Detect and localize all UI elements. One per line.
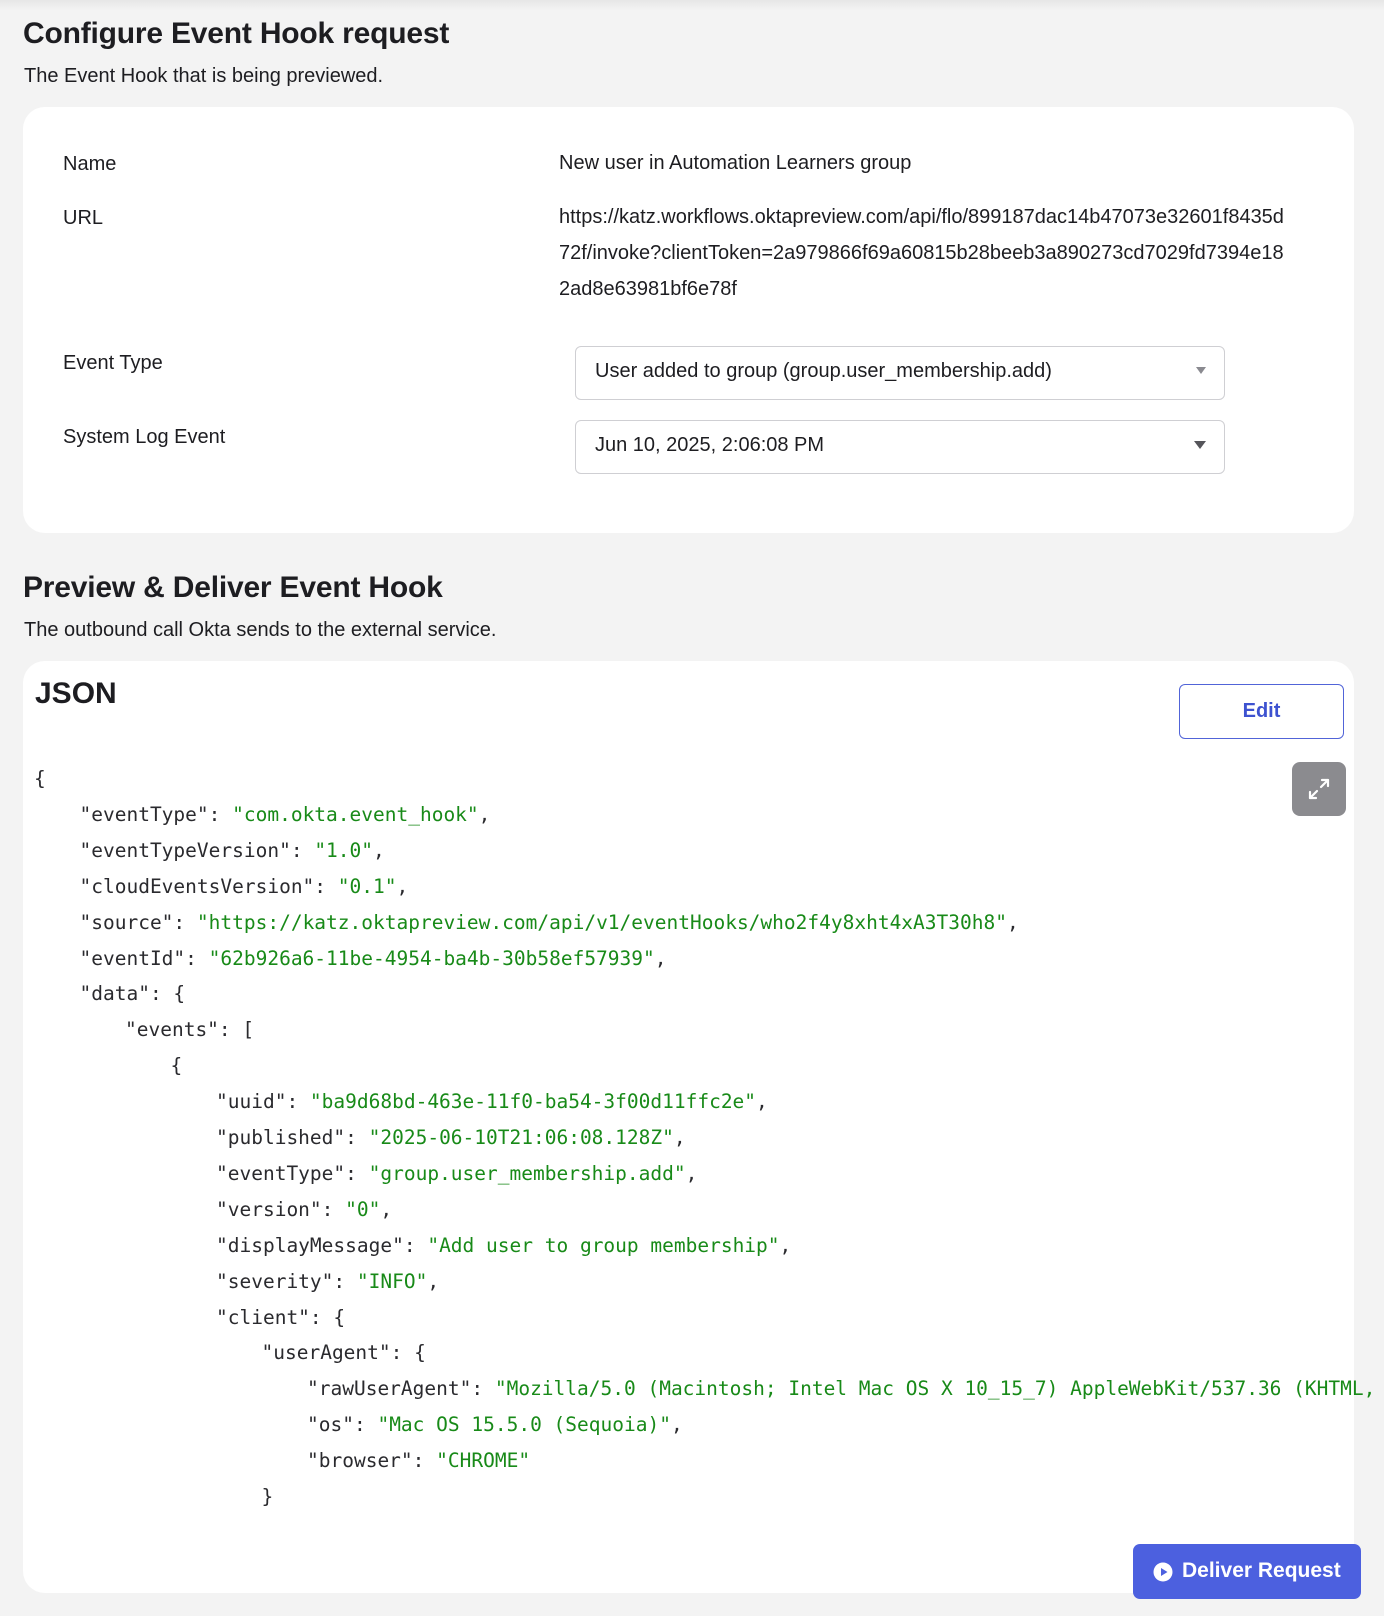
top-shadow [0, 0, 1384, 10]
name-value: New user in Automation Learners group [559, 152, 912, 174]
json-key-text: "browser": [307, 1449, 437, 1473]
json-title: JSON [35, 677, 117, 710]
json-code-line [262, 1485, 274, 1508]
json-code-line [80, 839, 385, 862]
json-key-text: "events": [ [125, 1018, 255, 1042]
json-key-text: "cloudEventsVersion": [79, 874, 338, 898]
json-key-text: "userAgent": { [261, 1341, 426, 1365]
json-code-line [80, 875, 409, 898]
json-key-text: "client": { [216, 1305, 346, 1329]
json-punctuation: , [373, 838, 385, 862]
json-key-text: "version": [216, 1197, 346, 1221]
play-circle-icon [1153, 1562, 1173, 1582]
json-code-line [216, 1126, 686, 1149]
deliver-request-label: Deliver Request [1182, 1559, 1341, 1582]
json-key-text: "data": { [79, 982, 186, 1006]
json-key-text: "published": [216, 1126, 369, 1149]
json-code-line [216, 1306, 345, 1329]
json-code-line [216, 1162, 697, 1185]
json-punctuation: , [756, 1090, 768, 1114]
json-key-text: "uuid": [216, 1090, 310, 1114]
url-value: https://katz.workflows.oktapreview.com/api/flo/899187dac14b47073e32601f8435d72f/invoke?clientToken=2a979866f69a60815b28beeb3a890273cd7029fd7394e182ad8e63981bf6e78f [559, 206, 1284, 300]
system-log-event-selected-value: Jun 10, 2025, 2:06:08 PM [595, 434, 825, 456]
json-code-line [80, 982, 186, 1005]
preview-title: Preview & Deliver Event Hook [23, 571, 443, 604]
json-string-value: "com.okta.event_hook" [232, 802, 479, 826]
json-string-value: "Mozilla/5.0 (Macintosh; Intel Mac OS X 10_15_7) AppleWebKit/537.36 (KHTML, [494, 1377, 1376, 1401]
json-code-line [216, 1270, 439, 1293]
json-code-line [125, 1018, 254, 1041]
chevron-down-icon [1196, 367, 1206, 374]
json-string-value: "group.user_membership.add" [368, 1161, 686, 1185]
configure-subtitle: The Event Hook that is being previewed. [24, 65, 384, 87]
json-key-text: "eventId": [79, 946, 209, 970]
json-key-text: "severity": [216, 1269, 357, 1293]
json-code-line [171, 1054, 183, 1077]
json-code-line [307, 1449, 530, 1472]
json-code-line [262, 1341, 426, 1364]
json-code-line [216, 1234, 791, 1257]
json-punctuation: , [1006, 910, 1019, 934]
json-key-text: } [261, 1485, 274, 1508]
json-punctuation: , [427, 1269, 440, 1293]
name-label: Name [63, 153, 117, 175]
json-code-line [216, 1090, 768, 1113]
configure-title: Configure Event Hook request [23, 17, 450, 50]
json-punctuation: , [779, 1233, 792, 1257]
json-code-line [80, 911, 1019, 934]
event-type-select[interactable] [575, 346, 1225, 400]
json-punctuation: , [685, 1161, 698, 1185]
json-string-value: "CHROME" [436, 1449, 531, 1473]
preview-subtitle: The outbound call Okta sends to the external service. [24, 619, 497, 641]
json-punctuation: , [396, 874, 409, 898]
json-string-value: "Mac OS 15.5.0 (Sequoia)" [377, 1413, 671, 1437]
json-key-text: "eventTypeVersion": [79, 838, 315, 862]
expand-button[interactable] [1292, 762, 1346, 816]
json-key-text: { [170, 1054, 183, 1078]
json-key-text: "source": [79, 910, 197, 934]
json-string-value: "INFO" [356, 1269, 428, 1293]
chevron-down-icon [1194, 441, 1206, 449]
json-string-value: "Add user to group membership" [427, 1233, 780, 1257]
expand-icon [1292, 762, 1346, 816]
deliver-request-button[interactable] [1133, 1544, 1361, 1599]
url-label: URL [63, 207, 104, 229]
system-log-event-label: System Log Event [63, 426, 226, 448]
json-string-value: "0.1" [337, 874, 397, 898]
event-type-selected-value: User added to group (group.user_membership.add) [595, 360, 1052, 382]
json-string-value: "2025-06-10T21:06:08.128Z" [368, 1126, 674, 1149]
event-type-label: Event Type [63, 352, 163, 374]
json-punctuation: , [654, 946, 667, 970]
json-code-line [307, 1413, 683, 1436]
json-card [23, 661, 1376, 1593]
json-code-line [307, 1377, 1375, 1400]
json-string-value: "0" [345, 1197, 381, 1221]
json-key-text: "rawUserAgent": [307, 1377, 495, 1401]
json-key-text: "eventType": [79, 802, 233, 826]
configure-card [23, 107, 1354, 533]
json-code-line [80, 803, 491, 826]
json-string-value: "https://katz.oktapreview.com/api/v1/eventHooks/who2f4y8xht4xA3T30h8" [196, 910, 1007, 934]
json-punctuation: , [478, 802, 491, 826]
system-log-event-select[interactable] [575, 420, 1225, 474]
json-key-text: "eventType": [216, 1161, 369, 1185]
json-punctuation: , [380, 1197, 393, 1221]
json-code-line [34, 767, 46, 790]
json-key-text: "displayMessage": [216, 1233, 428, 1257]
json-code-line [216, 1198, 392, 1221]
json-punctuation: , [673, 1126, 686, 1149]
json-punctuation: , [670, 1413, 683, 1437]
json-key-text: "os": [307, 1413, 378, 1437]
json-string-value: "62b926a6-11be-4954-ba4b-30b58ef57939" [208, 946, 655, 970]
json-string-value: "ba9d68bd-463e-11f0-ba54-3f00d11ffc2e" [309, 1090, 757, 1114]
json-code-viewer[interactable] [23, 760, 1376, 1508]
json-key-text: { [34, 767, 46, 790]
edit-button[interactable]: Edit [1179, 684, 1344, 739]
json-string-value: "1.0" [314, 838, 374, 862]
json-code-line [80, 947, 667, 970]
